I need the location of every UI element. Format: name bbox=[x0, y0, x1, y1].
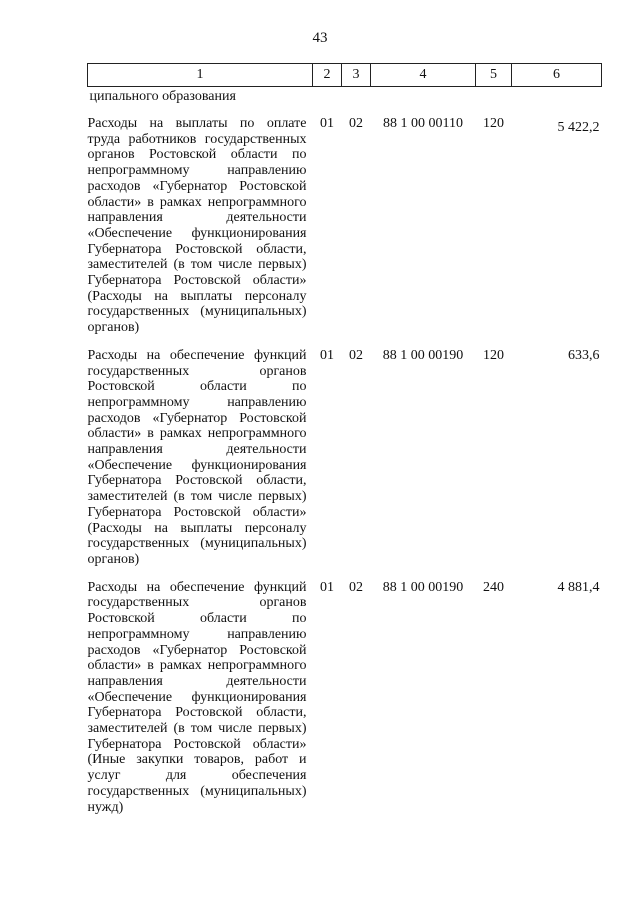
column-header-1: 1 bbox=[88, 64, 313, 87]
table-row bbox=[88, 104, 602, 336]
row-expense-type-code: 120 bbox=[483, 347, 504, 363]
page-number: 43 bbox=[312, 30, 328, 46]
row-section-code: 01 bbox=[320, 579, 334, 595]
row-expense-type-code: 120 bbox=[483, 116, 504, 131]
budget-table bbox=[87, 63, 602, 815]
row-description: Расходы на выплаты по оплате труда работников государственных органов Ростовской области по непрограммному направлению расходов «Губернатор Ростовской области» в рамках непрограммного направления деятельности «Обеспечение функционирования Губернатора Ростовской области, заместителей (в том числе первых) Губернатора Ростовской области» (Расходы на выплаты персоналу государственных (муниципальных) органов) bbox=[87, 116, 307, 336]
row-section-code: 01 bbox=[320, 347, 334, 363]
row-description: Расходы на обеспечение функций государственных органов Ростовской области по непрограммному направлению расходов «Губернатор Ростовской области» в рамках непрограммного направления деятельности «Обеспечение функционирования Губернатора Ростовской области, заместителей (в том числе первых) Губернатора Ростовской области» (Расходы на выплаты персоналу государственных (муниципальных) органов) bbox=[87, 347, 307, 567]
column-header-2: 2 bbox=[313, 64, 342, 87]
row-description: Расходы на обеспечение функций государственных органов Ростовской области по непрограммному направлению расходов «Губернатор Ростовской области» в рамках непрограммного направления деятельности «Обеспечение функционирования Губернатора Ростовской области, заместителей (в том числе первых) Губернатора Ростовской области» (Иные закупки товаров, работ и услуг для обеспечения государственных (муниципальных) нужд) bbox=[87, 579, 307, 815]
table-row bbox=[88, 568, 602, 816]
continuation-row bbox=[88, 87, 602, 105]
row-target-article-code: 88 1 00 00190 bbox=[382, 347, 464, 363]
continuation-text: ципального образования bbox=[89, 89, 236, 104]
column-header-3: 3 bbox=[342, 64, 371, 87]
column-header-5: 5 bbox=[476, 64, 512, 87]
row-amount: 633,6 bbox=[568, 347, 600, 363]
row-expense-type-code: 240 bbox=[483, 579, 504, 595]
column-header-4: 4 bbox=[371, 64, 476, 87]
table-row bbox=[88, 336, 602, 568]
row-subsection-code: 02 bbox=[349, 116, 363, 131]
row-subsection-code: 02 bbox=[349, 347, 363, 363]
row-amount: 4 881,4 bbox=[557, 579, 600, 595]
table-header-row bbox=[88, 64, 602, 87]
row-subsection-code: 02 bbox=[349, 579, 363, 595]
row-target-article-code: 88 1 00 00110 bbox=[383, 116, 463, 131]
row-section-code: 01 bbox=[320, 116, 334, 131]
column-header-6: 6 bbox=[512, 64, 602, 87]
row-target-article-code: 88 1 00 00190 bbox=[382, 579, 464, 595]
row-amount: 5 422,2 bbox=[557, 120, 600, 135]
